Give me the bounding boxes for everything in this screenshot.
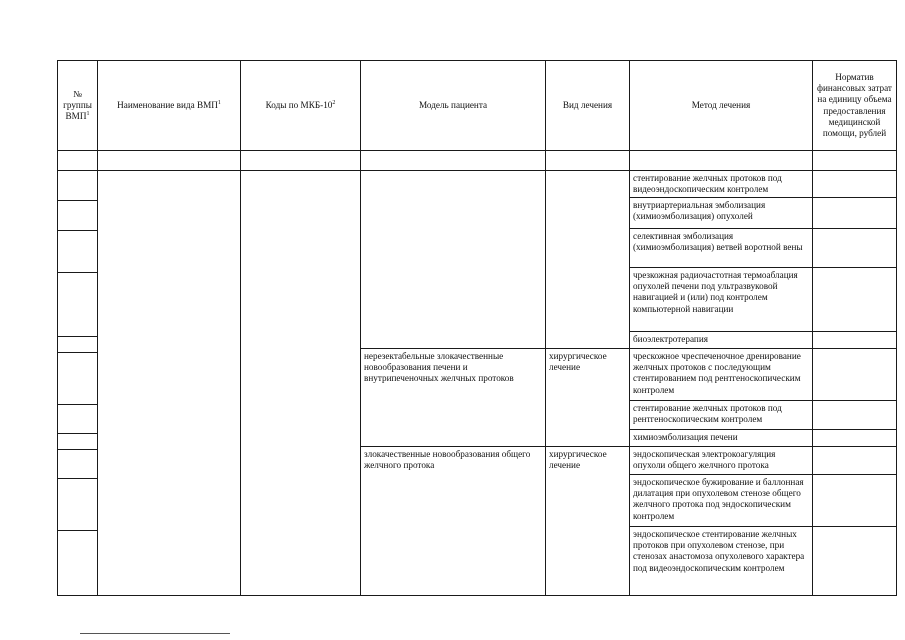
row-border (629, 474, 897, 475)
header-treatment-type: Вид лечения (562, 99, 613, 110)
row-border (57, 449, 97, 450)
header-group-number (58, 61, 97, 150)
row-border (629, 331, 897, 332)
header-financial-norm: Норматив финансовых затрат на единицу объема предоставления медицинской помощи, рублей (817, 71, 892, 138)
header-group-number-text: № группы ВМП (63, 88, 92, 122)
method-cell: внутриартериальная эмболизация (химиоэмболизация) опухолей (633, 200, 766, 222)
method-cell: селективная эмболизация (химиоэмболизация) ветвей воротной вены (633, 231, 803, 253)
row-border (57, 336, 97, 337)
header-treatment-method: Метод лечения (691, 99, 751, 110)
row-border (629, 197, 897, 198)
method-cell: чрезкожная радиочастотная термоаблация опухолей печени под ультразвуковой навигацией и (или) под контролем компьютерной навигации (633, 270, 798, 314)
header-icd-codes (241, 61, 360, 150)
method-cell: эндоскопическое стентирование желчных протоков при опухолевом стенозе, при стенозах анастомоза опухолевого характера под видеоэндоскопическим контролем (633, 529, 805, 573)
row-border (57, 404, 97, 405)
method-cell: чрескожное чреспеченочное дренирование желчных протоков с последующим стентированием под рентгеноскопическим контролем (633, 351, 801, 395)
method-cell: химиоэмболизация печени (633, 432, 738, 442)
header-vmp-name-text: Наименование вида ВМП (117, 99, 218, 110)
row-border (629, 400, 897, 401)
header-icd-codes-text: Коды по МКБ-10 (265, 99, 333, 110)
footnote-marker: 1 (217, 99, 221, 106)
row-border (57, 272, 97, 273)
header-patient-model: Модель пациента (418, 99, 488, 110)
patient-model-cell: нерезектабельные злокачественные новообразования печени и внутрипеченочных желчных протоков (364, 351, 514, 384)
row-border (57, 170, 897, 171)
row-border (629, 267, 897, 268)
method-cell: биоэлектротерапия (633, 334, 708, 344)
row-border (57, 230, 97, 231)
method-cell: стентирование желчных протоков под рентгеноскопическим контролем (633, 403, 782, 425)
row-border (360, 446, 897, 447)
row-border (57, 478, 97, 479)
treatment-type-cell: хирургическое лечение (549, 351, 607, 373)
method-cell: эндоскопическая электрокоагуляция опухоли общего желчного протока (633, 449, 776, 471)
row-border (360, 348, 897, 349)
method-cell: стентирование желчных протоков под видеоэндоскопическим контролем (633, 173, 782, 195)
footnote-separator (80, 633, 230, 634)
row-border (629, 429, 897, 430)
row-border (57, 200, 97, 201)
row-border (57, 433, 97, 434)
row-border (629, 228, 897, 229)
patient-model-cell: злокачественные новообразования общего желчного протока (364, 449, 531, 471)
row-border (57, 530, 97, 531)
row-border (57, 150, 897, 151)
row-border-bottom (57, 595, 897, 596)
footnote-marker: 1 (86, 111, 90, 118)
col-border-right (896, 60, 897, 595)
header-vmp-name (98, 61, 240, 150)
row-border (629, 526, 897, 527)
treatment-type-cell: хирургическое лечение (549, 449, 607, 471)
method-cell: эндоскопическое бужирование и баллонная дилатация при опухолевом стенозе общего желчного протока под эндоскопическим контролем (633, 477, 804, 521)
footnote-marker: 2 (332, 99, 336, 106)
row-border (57, 352, 97, 353)
